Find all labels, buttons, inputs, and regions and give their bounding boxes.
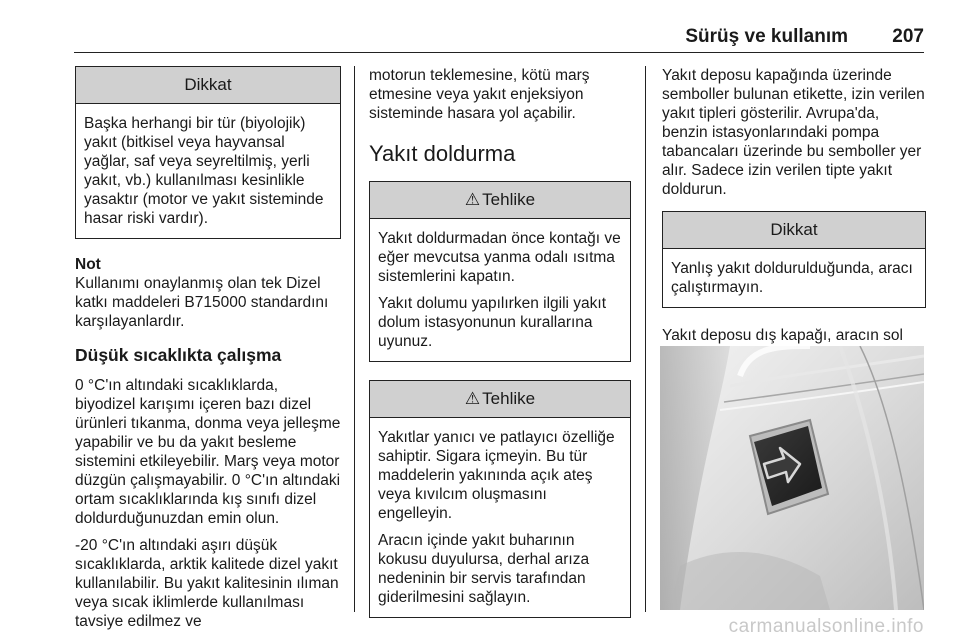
column-divider-2 bbox=[645, 66, 646, 612]
warning-triangle-icon: ⚠ bbox=[464, 190, 481, 209]
paragraph: -20 °C'ın altındaki aşırı düşük sıcaklıklarda, arktik kalitede dizel yakıt kullanılabilir. Bu yakıt kalitesinin ılıman veya sıcak iklimlerde kullanılması tavsiye edilmez ve bbox=[75, 537, 339, 630]
paragraph: Yakıt deposu kapağında üzerinde semboller bulunan etikette, izin verilen yakıt tipleri gösterilir. Avrupa'da, benzin istasyonlarındaki pompa tabancaları üzerinde bu semboller yer alır. Sadece izin verilen tipte yakıt doldurun. bbox=[662, 67, 925, 198]
caution-box bbox=[75, 66, 341, 239]
danger-box-title: ⚠ Tehlike bbox=[370, 182, 630, 219]
fuel-flap-photo bbox=[660, 346, 924, 610]
section-title: Yakıt doldurma bbox=[369, 141, 516, 166]
caution-box-title: Dikkat bbox=[76, 67, 340, 104]
header-title: Sürüş ve kullanım bbox=[685, 26, 848, 47]
danger-box-text: Yakıt dolumu yapılırken ilgili yakıt dolum istasyonunun kurallarına uyunuz. bbox=[378, 295, 607, 350]
caution-box-text: Yanlış yakıt doldurulduğunda, aracı çalıştırmayın. bbox=[671, 260, 913, 296]
subheading-low-temperature: Düşük sıcaklıkta çalışma bbox=[75, 345, 282, 365]
page-header bbox=[0, 20, 960, 60]
danger-box bbox=[369, 380, 631, 618]
danger-box bbox=[369, 181, 631, 362]
header-rule bbox=[74, 52, 924, 53]
caution-box bbox=[662, 211, 926, 308]
watermark: carmanualsonline.info bbox=[728, 616, 924, 637]
danger-box-text: Aracın içinde yakıt buharının kokusu duyulursa, derhal arıza nedeninin bir servis tarafından giderilmesini sağlayın. bbox=[378, 532, 590, 606]
photo-caption: Yakıt deposu dış kapağı, aracın sol bbox=[662, 327, 903, 344]
column-2 bbox=[369, 66, 631, 636]
caution-box-text: Başka herhangi bir tür (biyolojik) yakıt (bitkisel veya hayvansal yağlar, saf veya seyreltilmiş, yerli yakıt, vb.) kullanılması kesinlikle yasaktır (motor ve yakıt sisteminde hasar riski vardır). bbox=[84, 115, 324, 227]
note bbox=[75, 255, 341, 331]
warning-triangle-icon: ⚠ bbox=[464, 389, 481, 408]
caution-box-title: Dikkat bbox=[663, 212, 925, 249]
danger-box-title: ⚠ Tehlike bbox=[370, 381, 630, 418]
fuel-flap-illustration bbox=[660, 346, 924, 610]
paragraph: motorun teklemesine, kötü marş etmesine veya yakıt enjeksiyon sisteminde hasara yol açabilir. bbox=[369, 67, 590, 122]
column-1 bbox=[75, 66, 341, 631]
danger-box-text: Yakıtlar yanıcı ve patlayıcı özelliğe sahiptir. Sigara içmeyin. Bu tür maddelerin yakınında açık ateş veya kıvılcım oluşmasını engelleyin. bbox=[378, 429, 615, 522]
note-text: Kullanımı onaylanmış olan tek Dizel katkı maddeleri B715000 standardını karşılayanlardır. bbox=[75, 275, 329, 330]
danger-box-text: Yakıt doldurmadan önce kontağı ve eğer mevcutsa yanma odalı ısıtma sistemlerini kapatın. bbox=[378, 230, 621, 285]
page-number: 207 bbox=[892, 26, 924, 47]
column-3 bbox=[662, 66, 926, 364]
paragraph: 0 °C'ın altındaki sıcaklıklarda, biyodizel karışımı içeren bazı dizel ürünleri tıkanma, donma veya jelleşme yapabilir ve bu da yakıt besleme sistemini etkileyebilir. Marş veya motor düzgün çalışmayabilir. 0 °C'ın altındaki ortam sıcaklıklarında kış sınıfı dizel doldurduğunuzdan emin olun. bbox=[75, 377, 341, 527]
column-divider-1 bbox=[354, 66, 355, 612]
note-label: Not bbox=[75, 256, 101, 273]
